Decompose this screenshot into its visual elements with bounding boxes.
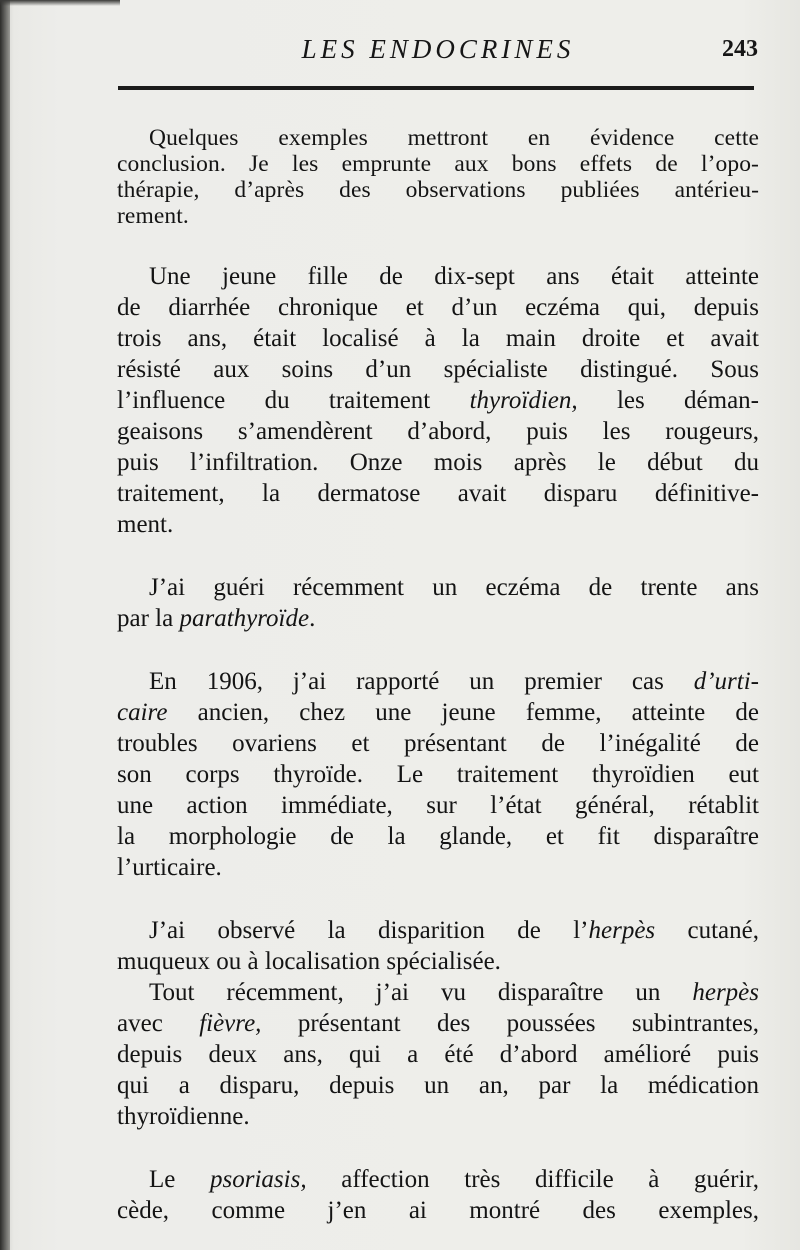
- text-line: son corps thyroïde. Le traitement thyroïdien eut: [117, 761, 759, 788]
- text-line: [117, 697, 759, 728]
- text-line: depuis deux ans, qui a été d’abord amélioré puis: [117, 1041, 759, 1068]
- text-line: [117, 915, 759, 946]
- text-run: les déman-: [577, 387, 759, 414]
- italic-term: thyroïdien,: [469, 387, 578, 414]
- paragraph-gap: [117, 540, 759, 572]
- text-line: conclusion. Je les emprunte aux bons effets de l’opo-: [117, 151, 759, 177]
- text-line: [117, 666, 759, 697]
- text-line: cède, comme j’en ai montré des exemples,: [117, 1197, 759, 1224]
- paragraph-psoriasis: [117, 1164, 759, 1226]
- running-title: LES ENDOCRINES: [301, 34, 575, 64]
- text-line: traitement, la dermatose avait disparu définitive-: [117, 480, 759, 507]
- text-line: [117, 1164, 759, 1195]
- text-run: affection très difficile à guérir,: [306, 1166, 759, 1193]
- text-line: Une jeune fille de dix-sept ans était atteinte: [149, 263, 759, 290]
- paragraph-gap: [117, 883, 759, 915]
- text-line: thyroïdienne.: [117, 1103, 250, 1130]
- text-line: troubles ovariens et présentant de l’inégalité de: [117, 730, 759, 757]
- text-line: geaisons s’amendèrent d’abord, puis les rougeurs,: [117, 418, 759, 445]
- text-line: [117, 1008, 759, 1039]
- text-run: .: [309, 605, 316, 632]
- text-line: [117, 385, 759, 416]
- italic-term: caire: [117, 699, 168, 726]
- paragraph-eczema-case: [117, 261, 759, 540]
- paragraph-gap: [117, 634, 759, 666]
- italic-term: herpès: [692, 979, 759, 1006]
- text-line: puis l’infiltration. Onze mois après le début du: [117, 449, 759, 476]
- italic-term: parathyroïde: [179, 605, 310, 632]
- text-line: une action immédiate, sur l’état général, rétablit: [117, 792, 759, 819]
- text-line: résisté aux soins d’un spécialiste distingué. Sous: [117, 356, 759, 383]
- spine-shadow: [0, 0, 10, 1250]
- text-line: l’urticaire.: [117, 854, 222, 881]
- page-edge-shadow: [0, 0, 120, 6]
- paragraph-urticaire-case: [117, 666, 759, 883]
- paragraph-opotherapy-intro: [117, 125, 759, 229]
- text-run: En 1906, j’ai rapporté un premier cas: [149, 668, 694, 695]
- paragraph-herpes-observation: [117, 915, 759, 977]
- text-line: thérapie, d’après des observations publiées antérieu-: [117, 177, 759, 203]
- italic-term: fièvre,: [199, 1010, 262, 1037]
- paragraph-gap: [117, 229, 759, 261]
- running-head: [118, 30, 758, 74]
- text-line: de diarrhée chronique et d’un eczéma qui, depuis: [117, 294, 759, 321]
- text-line: [117, 977, 759, 1008]
- italic-term: psoriasis,: [210, 1166, 307, 1193]
- text-run: cutané,: [655, 917, 759, 944]
- text-line: trois ans, était localisé à la main droite et avait: [117, 325, 759, 352]
- text-line: muqueux ou à localisation spécialisée.: [117, 948, 501, 975]
- text-run: avec: [117, 1010, 200, 1037]
- text-run: ancien, chez une jeune femme, atteinte de: [167, 699, 759, 726]
- header-rule: [118, 86, 754, 90]
- text-run: J’ai observé la disparition de l’: [149, 917, 589, 944]
- text-line: la morphologie de la glande, et fit disparaître: [117, 823, 759, 850]
- italic-term: herpès: [588, 917, 656, 944]
- text-line: ment.: [117, 511, 174, 538]
- text-run: Tout récemment, j’ai vu disparaître un: [149, 979, 693, 1006]
- paragraph-parathyroid: [117, 572, 759, 634]
- text-run: présentant des poussées subintrantes,: [261, 1010, 759, 1037]
- text-line: Quelques exemples mettront en évidence cette: [149, 125, 759, 151]
- text-line: rement.: [117, 203, 189, 229]
- body-text: [117, 125, 759, 1226]
- text-line: J’ai guéri récemment un eczéma de trente ans: [149, 574, 759, 601]
- text-run: Le: [149, 1166, 211, 1193]
- paragraph-gap: [117, 1132, 759, 1164]
- text-run: l’influence du traitement: [117, 387, 470, 414]
- italic-term: d’urti-: [693, 668, 759, 695]
- text-line: qui a disparu, depuis un an, par la médication: [117, 1072, 759, 1099]
- text-run: par la: [117, 605, 180, 632]
- page-number: 243: [722, 36, 758, 62]
- paragraph-herpes-fever: [117, 977, 759, 1132]
- text-line: [117, 603, 759, 634]
